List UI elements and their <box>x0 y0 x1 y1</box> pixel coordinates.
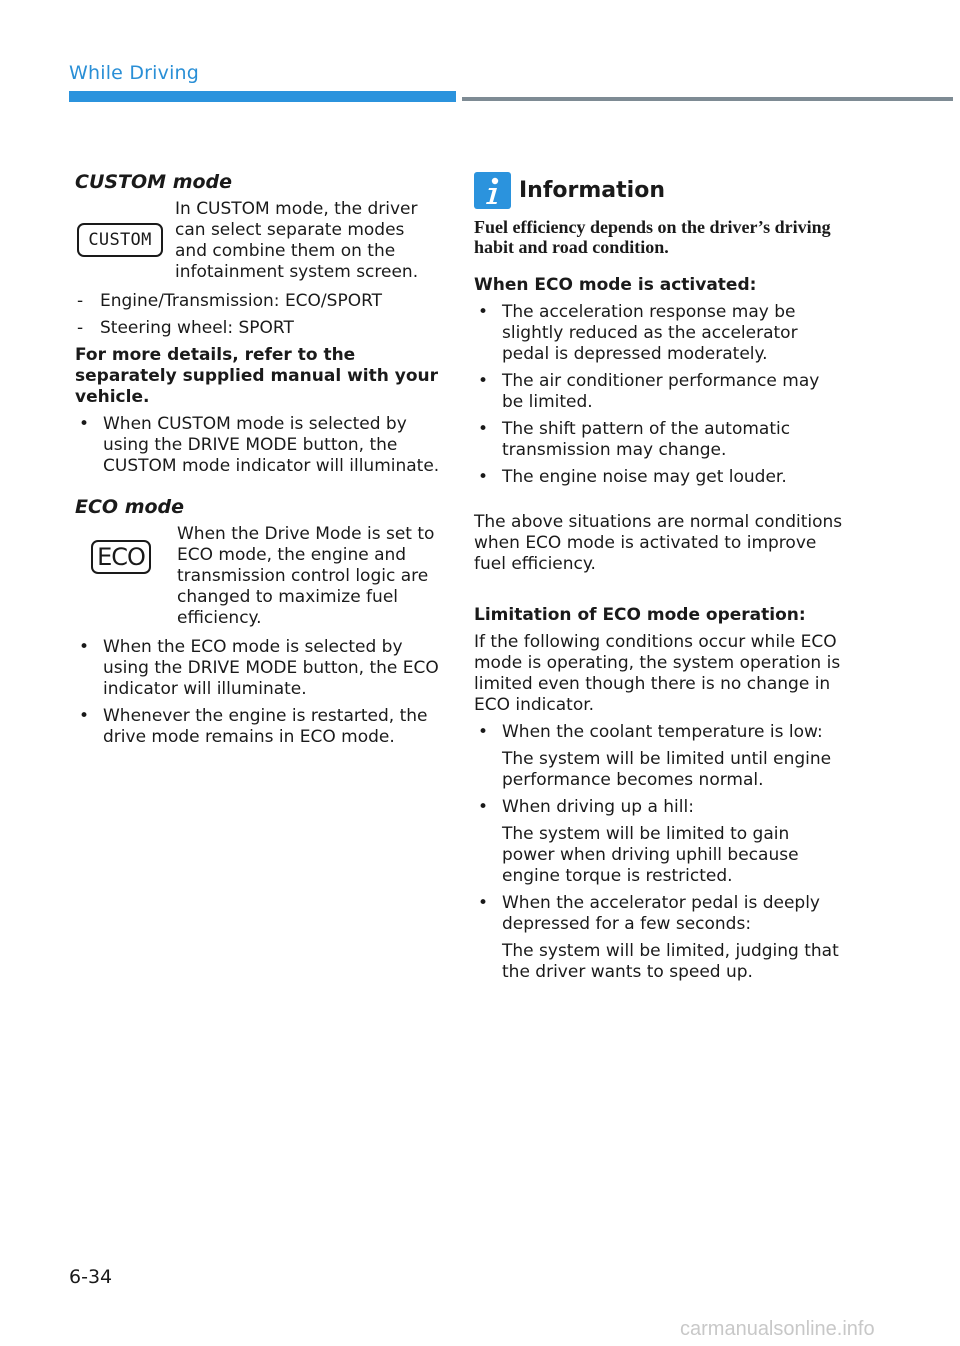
custom-mode-icon: CUSTOM <box>77 223 163 257</box>
eco-mode-description: When the Drive Mode is set to ECO mode, the engine and transmission control logic are changed to maximize fuel efficiency. <box>177 524 435 628</box>
info-icon <box>474 172 511 209</box>
section-header-title: While Driving <box>69 62 200 84</box>
eco-activated-bullets <box>474 302 844 488</box>
header-accent-bar <box>69 91 456 102</box>
normal-conditions-paragraph: The above situations are normal conditions when ECO mode is activated to improve fuel efficiency. <box>474 512 843 574</box>
eco-mode-bullets <box>75 637 440 748</box>
right-column <box>474 172 844 989</box>
header-rule <box>462 97 953 101</box>
custom-mode-bullets <box>75 414 440 477</box>
list-item: • The air conditioner performance may be limited. <box>478 371 820 412</box>
list-item: • The acceleration response may be slightly reduced as the accelerator pedal is depressed moderately. <box>478 302 798 364</box>
dash-list-item: - Steering wheel: SPORT <box>77 318 294 338</box>
information-title: Information <box>519 178 665 203</box>
list-item: • The engine noise may get louder. <box>478 467 787 487</box>
list-item: • When the accelerator pedal is deeply depressed for a few seconds: The system will be limited, judging that the driver wants to speed up. <box>474 893 844 983</box>
eco-mode-intro <box>75 524 440 629</box>
list-item: • Whenever the engine is restarted, the drive mode remains in ECO mode. <box>79 706 428 747</box>
separate-manual-note: For more details, refer to the separately supplied manual with your vehicle. <box>75 345 438 407</box>
limitation-bullets <box>474 722 844 983</box>
limitation-paragraph: If the following conditions occur while ECO mode is operating, the system operation is limited even though there is no change in ECO indicator. <box>474 632 841 715</box>
limitation-heading: Limitation of ECO mode operation: <box>474 605 806 625</box>
custom-mode-intro <box>75 199 440 283</box>
list-item: • When driving up a hill: The system will be limited to gain power when driving uphill because engine torque is restricted. <box>474 797 844 887</box>
page-number: 6-34 <box>69 1266 113 1288</box>
limitation-detail: The system will be limited until engine performance becomes normal. <box>502 749 832 790</box>
limitation-detail: The system will be limited, judging that the driver wants to speed up. <box>502 941 839 982</box>
eco-mode-icon: ECO <box>91 540 151 574</box>
custom-mode-description: In CUSTOM mode, the driver can select separate modes and combine them on the infotainment system screen. <box>175 199 419 282</box>
dash-list-item: - Engine/Transmission: ECO/SPORT <box>77 291 383 311</box>
limitation-detail: The system will be limited to gain power when driving uphill because engine torque is restricted. <box>502 824 799 886</box>
eco-activated-heading: When ECO mode is activated: <box>474 275 757 295</box>
list-item: • The shift pattern of the automatic transmission may change. <box>478 419 791 460</box>
information-header <box>474 172 844 209</box>
custom-mode-heading: CUSTOM mode <box>75 171 233 193</box>
information-lead: Fuel efficiency depends on the driver’s driving habit and road condition. <box>474 217 831 257</box>
list-item: • When CUSTOM mode is selected by using the DRIVE MODE button, the CUSTOM mode indicator will illuminate. <box>79 414 440 476</box>
watermark: carmanualsonline.info <box>680 1318 875 1340</box>
left-column <box>75 172 440 754</box>
list-item: • When the ECO mode is selected by using the DRIVE MODE button, the ECO indicator will illuminate. <box>79 637 439 699</box>
list-item: • When the coolant temperature is low: The system will be limited until engine performance becomes normal. <box>474 722 844 791</box>
eco-mode-heading: ECO mode <box>75 496 185 518</box>
